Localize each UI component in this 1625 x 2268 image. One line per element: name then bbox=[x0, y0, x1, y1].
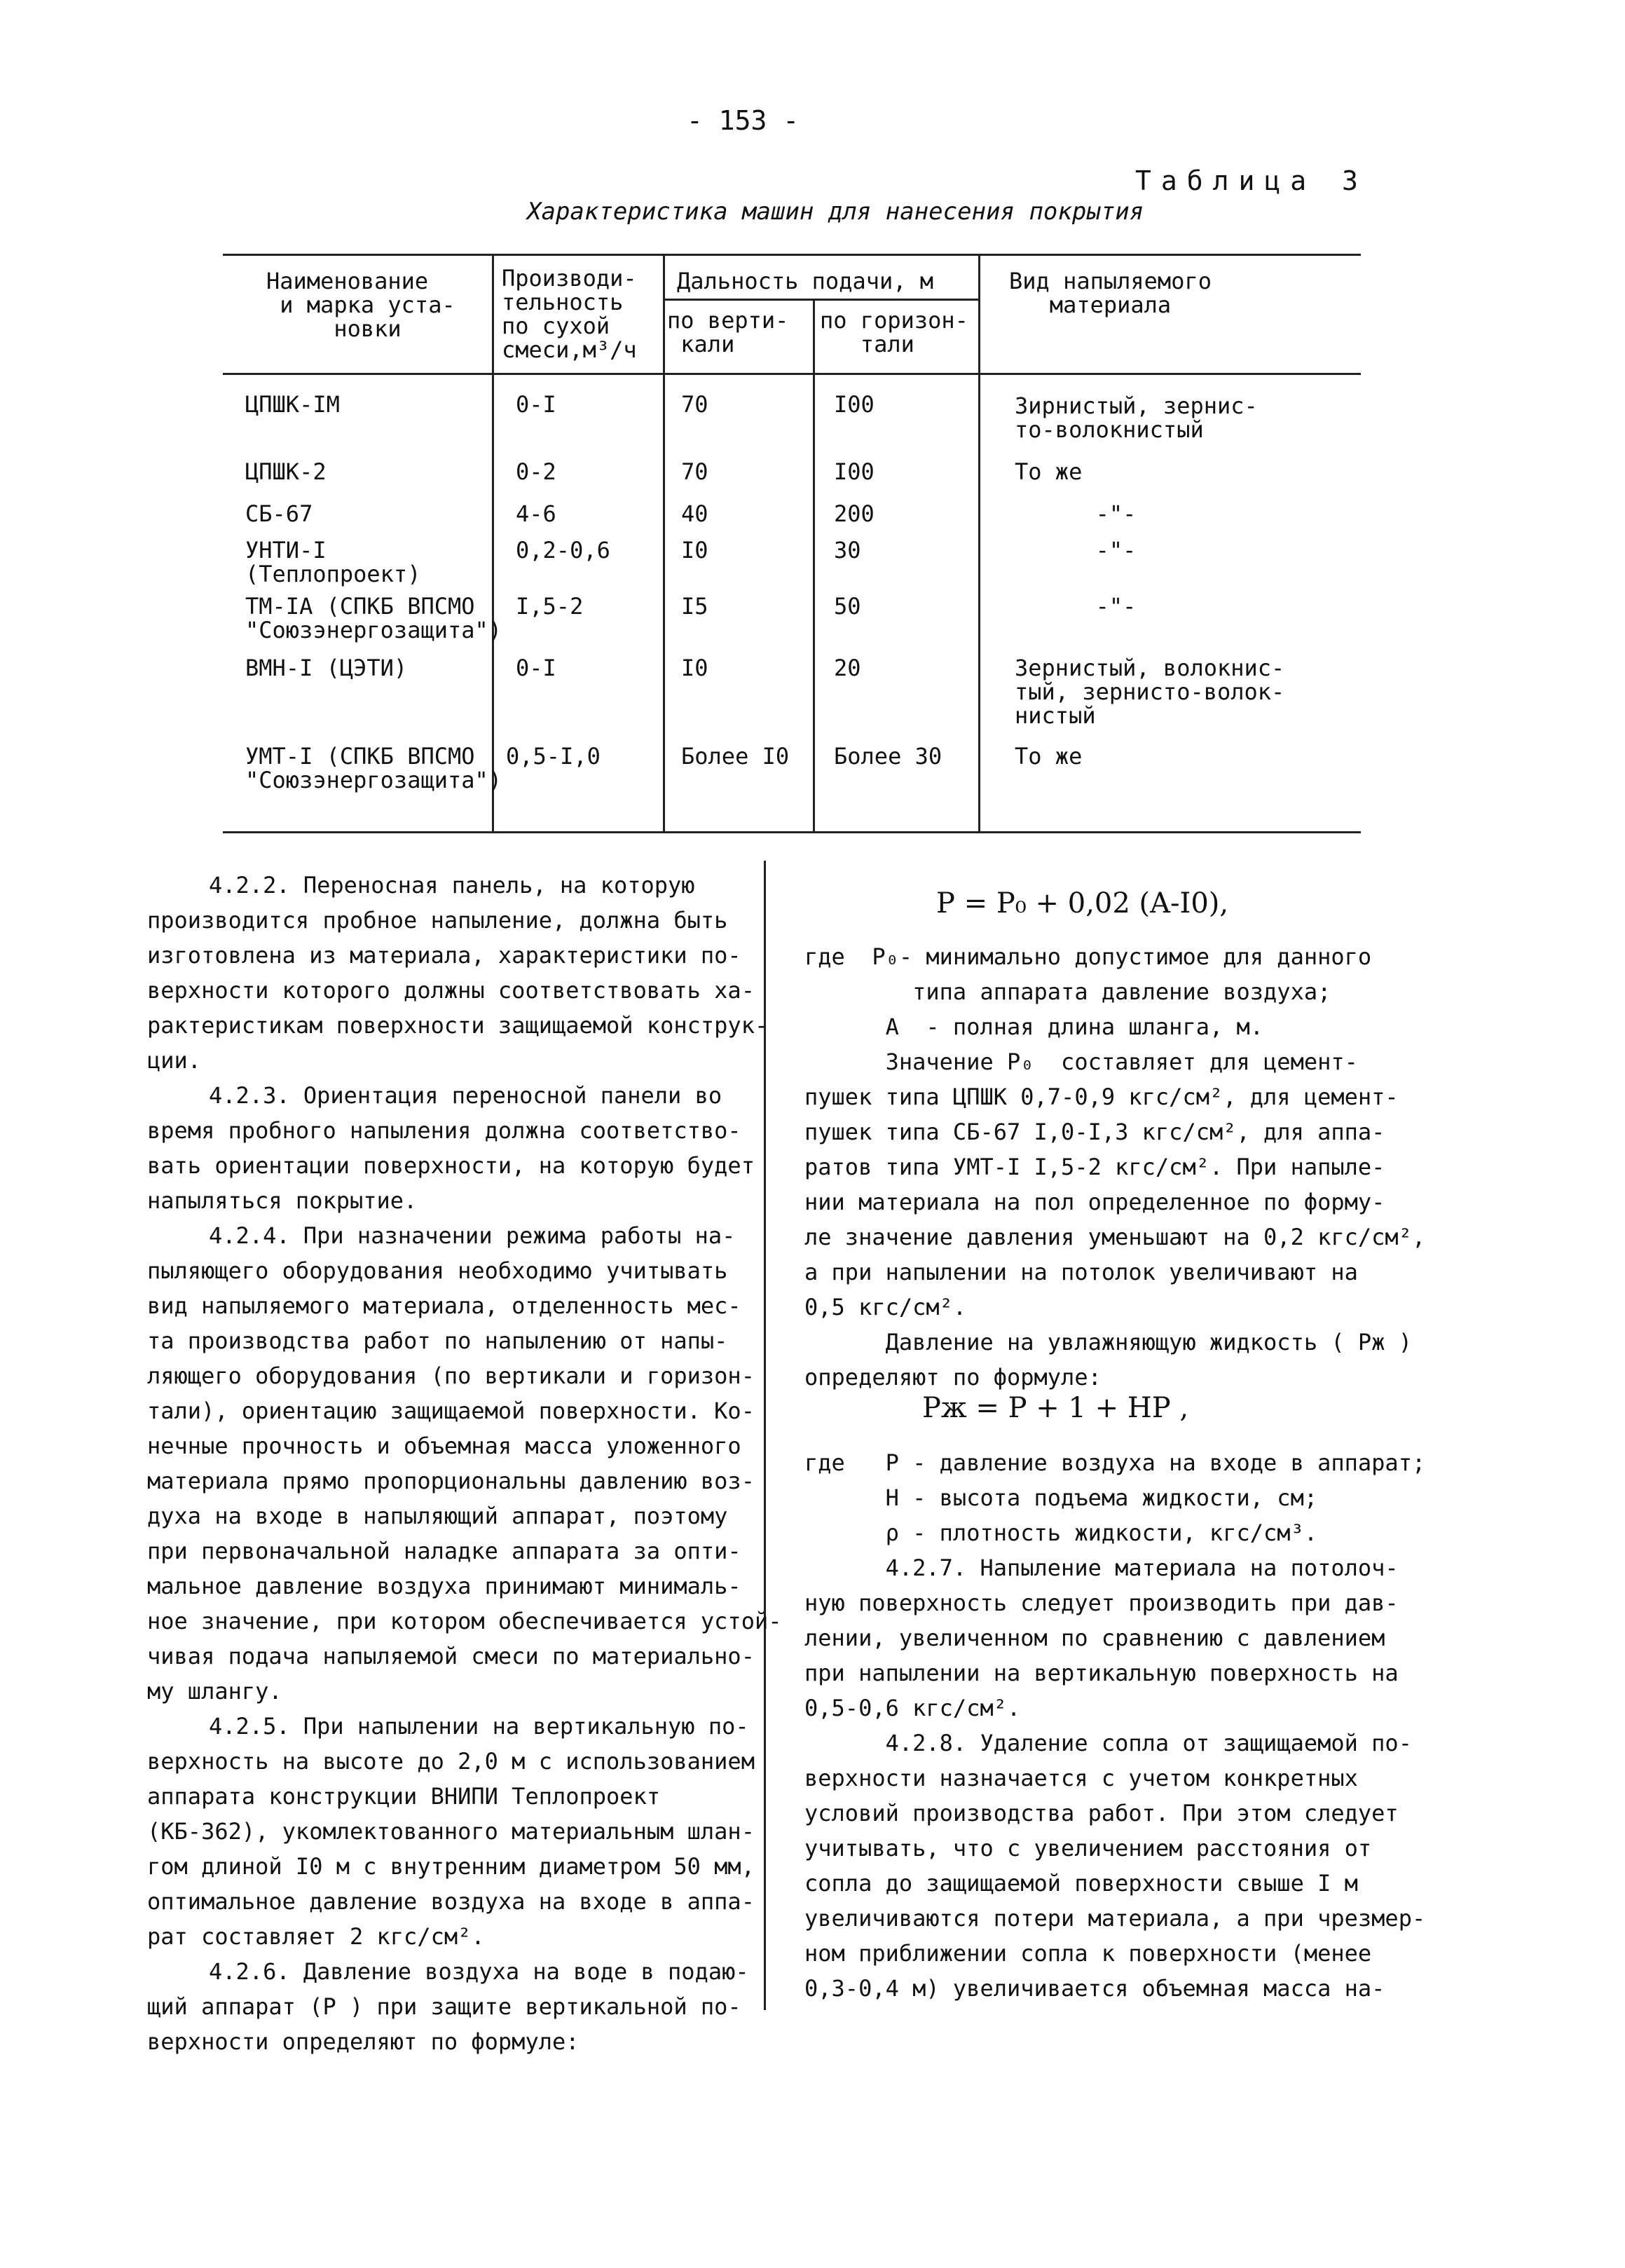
paragraph-line: при напылении на вертикальную поверхность на bbox=[804, 1660, 1399, 1686]
paragraph-line: а при напылении на потолок увеличивают на bbox=[804, 1259, 1358, 1285]
paragraph-line: 4.2.4. При назначении режима работы на- bbox=[209, 1222, 736, 1249]
paragraph-line: гом длиной I0 м с внутренним диаметром 50 мм, bbox=[147, 1853, 755, 1880]
header-horizontal: по горизон- тали bbox=[820, 307, 968, 357]
paragraph-line: верхности определяют по формуле: bbox=[147, 2028, 580, 2055]
paragraph-line: 4.2.7. Напыление материала на потолоч- bbox=[804, 1555, 1399, 1581]
paragraph-line: аппарата конструкции ВНИПИ Теплопроект bbox=[147, 1783, 661, 1810]
table-col-divider bbox=[813, 299, 815, 833]
right-text-column-lower bbox=[804, 1445, 1425, 2006]
table-top-rule bbox=[223, 254, 1361, 256]
cell-material: То же bbox=[1015, 458, 1083, 485]
cell-name: ЦПШК-2 bbox=[245, 458, 327, 485]
paragraph-line: мальное давление воздуха принимают минималь- bbox=[147, 1573, 741, 1599]
cell-vertical: 70 bbox=[681, 391, 708, 418]
paragraph-line: лении, увеличенном по сравнению с давлением bbox=[804, 1625, 1385, 1651]
paragraph-line: ратов типа УМТ-I I,5-2 кгс/см². При напыле- bbox=[804, 1154, 1385, 1180]
paragraph-line: пыляющего оборудования необходимо учитывать bbox=[147, 1257, 728, 1284]
formula-pressure: P = P₀ + 0,02 (A-I0), bbox=[936, 887, 1229, 920]
paragraph-line: (КБ-362), укомлектованного материальным шлан- bbox=[147, 1818, 755, 1845]
cell-vertical: I0 bbox=[681, 655, 708, 681]
paragraph-line: определяют по формуле: bbox=[804, 1364, 1102, 1391]
cell-vertical: Более I0 bbox=[681, 743, 790, 770]
header-capacity: Производи- тельность по сухой смеси,м³/ч bbox=[502, 265, 637, 363]
cell-capacity: 0,2-0,6 bbox=[516, 537, 610, 563]
paragraph-line: производится пробное напыление, должна быть bbox=[147, 907, 728, 934]
paragraph-line: где P - давление воздуха на входе в аппарат; bbox=[804, 1449, 1426, 1476]
cell-capacity: 0-I bbox=[516, 655, 556, 681]
paragraph-line: духа на входе в напыляющий аппарат, поэтому bbox=[147, 1503, 728, 1529]
right-text-column-upper bbox=[804, 939, 1425, 1395]
table-subheader-rule bbox=[663, 299, 978, 301]
cell-horizontal: 30 bbox=[834, 537, 861, 563]
paragraph-line: ρ - плотность жидкости, кгс/см³. bbox=[804, 1519, 1318, 1546]
paragraph-line: учитывать, что с увеличением расстояния от bbox=[804, 1835, 1372, 1861]
cell-material: -"- bbox=[1015, 593, 1137, 620]
cell-horizontal: 20 bbox=[834, 655, 861, 681]
cell-horizontal: I00 bbox=[834, 458, 875, 485]
header-vertical: по верти- кали bbox=[667, 307, 789, 357]
paragraph-line: напыляться покрытие. bbox=[147, 1187, 418, 1214]
paragraph-line: верхности которого должны соответствовать ха- bbox=[147, 977, 755, 1004]
paragraph-line: 0,3-0,4 м) увеличивается объемная масса на- bbox=[804, 1975, 1385, 2002]
cell-vertical: I5 bbox=[681, 593, 708, 620]
paragraph-line: 0,5-0,6 кгс/см². bbox=[804, 1695, 1021, 1721]
paragraph-line: 4.2.8. Удаление сопла от защищаемой по- bbox=[804, 1730, 1412, 1756]
cell-name: УНТИ-I (Теплопроект) bbox=[245, 537, 421, 587]
paragraph-line: чивая подача напыляемой смеси по материально- bbox=[147, 1643, 755, 1669]
header-distance: Дальность подачи, м bbox=[677, 268, 934, 294]
paragraph-line: верхности назначается с учетом конкретных bbox=[804, 1765, 1358, 1791]
paragraph-line: 4.2.5. При напылении на вертикальную по- bbox=[209, 1713, 749, 1740]
paragraph-line: увеличиваются потери материала, а при чрезмер- bbox=[804, 1905, 1426, 1932]
cell-vertical: I0 bbox=[681, 537, 708, 563]
cell-material: -"- bbox=[1015, 500, 1137, 527]
paragraph-line: H - высота подъема жидкости, см; bbox=[804, 1484, 1318, 1511]
cell-horizontal: 200 bbox=[834, 500, 875, 527]
paragraph-line: рактеристикам поверхности защищаемой конструк- bbox=[147, 1012, 769, 1039]
cell-material: Зернистый, волокнис- тый, зернисто-волок- нистый bbox=[1015, 655, 1285, 729]
paragraph-line: му шлангу. bbox=[147, 1678, 282, 1705]
paragraph-line: пушек типа СБ-67 I,0-I,3 кгс/см², для аппа- bbox=[804, 1119, 1385, 1145]
paragraph-line: ное значение, при котором обеспечивается устой- bbox=[147, 1608, 782, 1634]
paragraph-line: где P₀- минимально допустимое для данного bbox=[804, 943, 1372, 970]
cell-horizontal: I00 bbox=[834, 391, 875, 418]
paragraph-line: изготовлена из материала, характеристики по- bbox=[147, 942, 741, 969]
paragraph-line: рат составляет 2 кгс/см². bbox=[147, 1923, 485, 1950]
left-text-column bbox=[147, 868, 781, 2059]
paragraph-line: вид напыляемого материала, отделенность мес- bbox=[147, 1292, 741, 1319]
paragraph-line: сопла до защищаемой поверхности свыше I м bbox=[804, 1870, 1358, 1897]
paragraph-line: при первоначальной наладке аппарата за опти- bbox=[147, 1538, 741, 1564]
cell-name: ТМ-IА (СПКБ ВПСМО "Союзэнергозащита") bbox=[245, 593, 502, 643]
paragraph-line: Значение P₀ составляет для цемент- bbox=[804, 1048, 1358, 1075]
paragraph-line: 4.2.3. Ориентация переносной панели во bbox=[209, 1082, 722, 1109]
paragraph-line: материала прямо пропорциональны давлению воз- bbox=[147, 1468, 755, 1494]
paragraph-line: типа аппарата давление воздуха; bbox=[804, 978, 1331, 1005]
cell-capacity: I,5-2 bbox=[516, 593, 584, 620]
cell-horizontal: 50 bbox=[834, 593, 861, 620]
cell-name: УМТ-I (СПКБ ВПСМО "Союзэнергозащита") bbox=[245, 743, 502, 793]
paragraph-line: ции. bbox=[147, 1047, 202, 1074]
table-header-rule bbox=[223, 373, 1361, 375]
table-col-divider bbox=[978, 254, 980, 833]
cell-capacity: 4-6 bbox=[516, 500, 556, 527]
paragraph-line: 0,5 кгс/см². bbox=[804, 1294, 967, 1320]
paragraph-line: та производства работ по напылению от напы- bbox=[147, 1327, 728, 1354]
page-number: - 153 - bbox=[687, 105, 800, 136]
cell-vertical: 70 bbox=[681, 458, 708, 485]
cell-capacity: 0-2 bbox=[516, 458, 556, 485]
header-material: Вид напыляемого материала bbox=[1009, 268, 1212, 318]
paragraph-line: 4.2.6. Давление воздуха на воде в подаю- bbox=[209, 1958, 749, 1985]
table-col-divider bbox=[663, 254, 665, 833]
cell-vertical: 40 bbox=[681, 500, 708, 527]
paragraph-line: пушек типа ЦПШК 0,7-0,9 кгс/см², для цемент- bbox=[804, 1084, 1399, 1110]
paragraph-line: ную поверхность следует производить при дав- bbox=[804, 1590, 1399, 1616]
table-label: Таблица 3 bbox=[1135, 165, 1368, 196]
paragraph-line: ном приближении сопла к поверхности (менее bbox=[804, 1940, 1372, 1967]
table-title: Характеристика машин для нанесения покрытия bbox=[527, 198, 1144, 226]
cell-material: То же bbox=[1015, 743, 1083, 770]
paragraph-line: Давление на увлажняющую жидкость ( Pж ) bbox=[804, 1329, 1412, 1355]
cell-name: СБ-67 bbox=[245, 500, 313, 527]
cell-name: ВМН-I (ЦЭТИ) bbox=[245, 655, 408, 681]
cell-name: ЦПШК-IМ bbox=[245, 391, 340, 418]
paragraph-line: нии материала на пол определенное по форму- bbox=[804, 1189, 1385, 1215]
paragraph-line: верхность на высоте до 2,0 м с использованием bbox=[147, 1748, 755, 1775]
cell-capacity: 0-I bbox=[516, 391, 556, 418]
cell-material: Зирнистый, зернис- то-волокнистый bbox=[1015, 392, 1258, 443]
paragraph-line: условий производства работ. При этом следует bbox=[804, 1800, 1399, 1826]
paragraph-line: вать ориентации поверхности, на которую будет bbox=[147, 1152, 755, 1179]
table-bottom-rule bbox=[223, 831, 1361, 833]
paragraph-line: ляющего оборудования (по вертикали и горизон- bbox=[147, 1362, 755, 1389]
cell-horizontal: Более 30 bbox=[834, 743, 942, 770]
header-name: Наименование и марка уста- новки bbox=[266, 268, 455, 342]
paragraph-line: щий аппарат (P ) при защите вертикальной по- bbox=[147, 1993, 741, 2020]
paragraph-line: 4.2.2. Переносная панель, на которую bbox=[209, 872, 695, 899]
paragraph-line: ле значение давления уменьшают на 0,2 кгс/см², bbox=[804, 1224, 1426, 1250]
paragraph-line: нечные прочность и объемная масса уложенного bbox=[147, 1433, 741, 1459]
cell-material: -"- bbox=[1015, 537, 1137, 563]
paragraph-line: оптимальное давление воздуха на входе в аппа- bbox=[147, 1888, 755, 1915]
formula-liquid-pressure: Pж = P + 1 + HP , bbox=[922, 1392, 1189, 1424]
paragraph-line: время пробного напыления должна соответство- bbox=[147, 1117, 741, 1144]
paragraph-line: тали), ориентацию защищаемой поверхности. Ко- bbox=[147, 1398, 755, 1424]
paragraph-line: А - полная длина шланга, м. bbox=[804, 1013, 1264, 1040]
cell-capacity: 0,5-I,0 bbox=[506, 743, 601, 770]
